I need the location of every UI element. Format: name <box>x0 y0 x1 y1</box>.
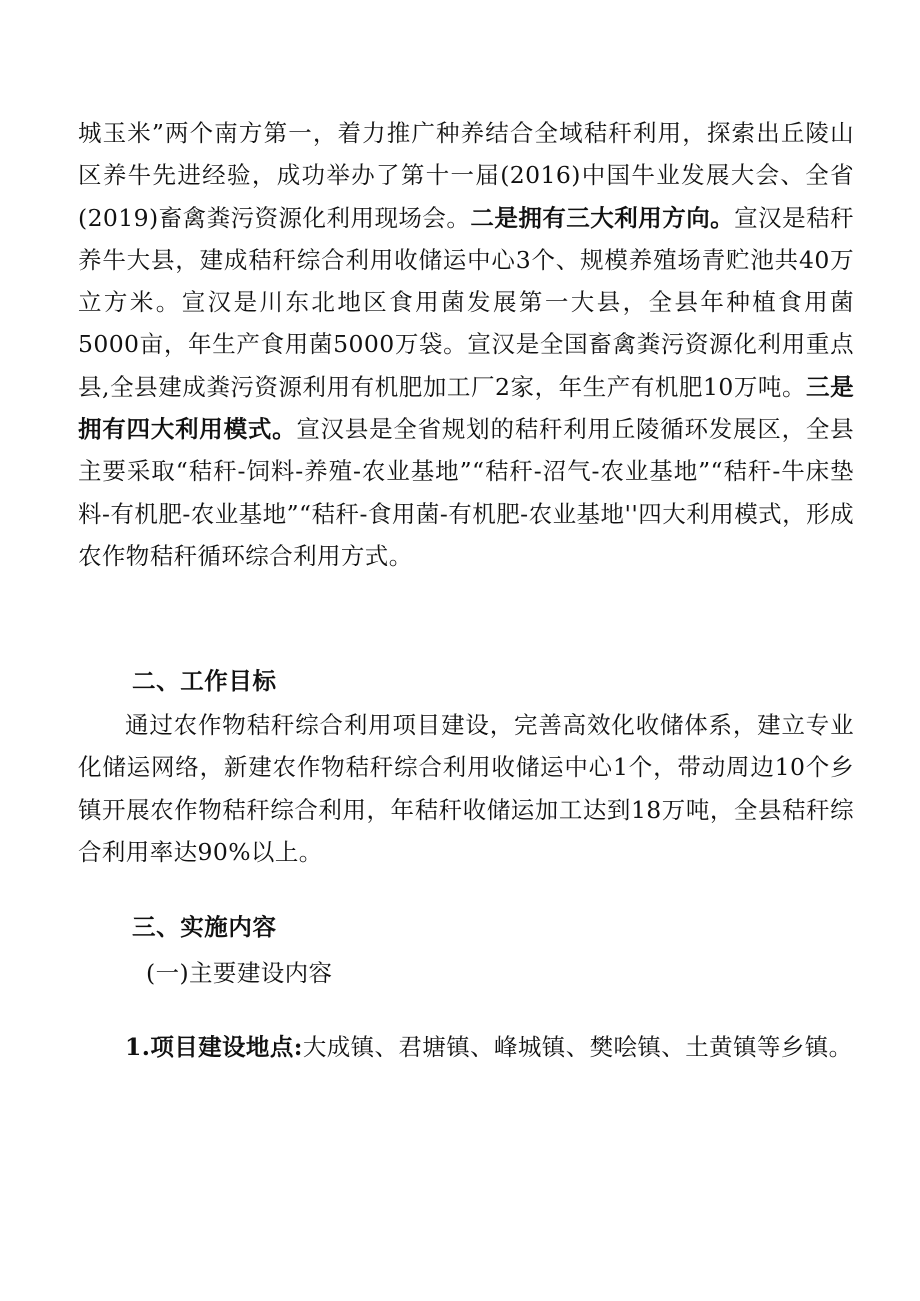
subsection-heading-main-construction: (一)主要建设内容 <box>146 959 333 987</box>
paragraph-utilization-overview <box>78 112 854 577</box>
paragraph-text: 宣汉是秸秆养牛大县，建成秸秆综合利用收储运中心3个、规模养殖场青贮池共40万立方米。宣汉是川东北地区食用菌发展第一大县，全县年种植食用菌5000亩，年生产食用菌5000万袋。宣汉是全国畜禽粪污资源化利用重点县,全县建成粪污资源利用有机肥加工厂2家，年生产有机肥10万吨。 <box>78 203 854 401</box>
paragraph-project-location <box>78 1026 854 1068</box>
paragraph-text: 大成镇、君塘镇、峰城镇、樊哙镇、土黄镇等乡镇。 <box>302 1033 853 1061</box>
paragraph-text: 城玉米”两个南方第一，着力推广种养结合全域秸秆利用，探索出丘陵山区养牛先进经验，成功举办了第十一届(2016)中国牛业发展大会、全省(2019)畜禽粪污资源化利用现场会。 <box>78 119 854 232</box>
bold-point-three: 三是拥有四大利用模式。 <box>78 372 854 444</box>
bold-label-project-location: 1.项目建设地点: <box>125 1033 303 1061</box>
bold-point-two: 二是拥有三大利用方向。 <box>470 203 735 232</box>
paragraph-work-goals: 通过农作物秸秆综合利用项目建设，完善高效化收储体系，建立专业化储运网络，新建农作物秸秆综合利用收储运中心1个，带动周边10个乡镇开展农作物秸秆综合利用，年秸秆收储运加工达到18万吨，全县秸秆综合利用率达90%以上。 <box>78 711 854 866</box>
paragraph-text: 宣汉县是全省规划的秸秆利用丘陵循环发展区，全县主要采取“秸秆-饲料-养殖-农业基地”“秸秆-沼气-农业基地”“秸秆-牛床垫料-有机肥-农业基地”“秸秆-食用菌-有机肥-农业基地''四大利用模式，形成农作物秸秆循环综合利用方式。 <box>78 415 854 570</box>
section-heading-work-goals: 二、工作目标 <box>132 667 277 695</box>
section-heading-implementation: 三、实施内容 <box>132 913 277 941</box>
